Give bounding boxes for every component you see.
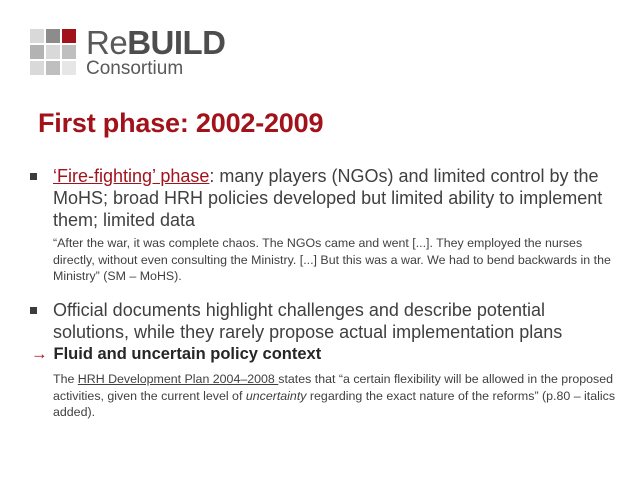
bullet-text bbox=[53, 165, 610, 231]
square-bullet-icon bbox=[30, 173, 37, 180]
logo-wordmark bbox=[86, 26, 226, 79]
logo-square bbox=[62, 45, 76, 59]
logo-text-re: Re bbox=[86, 24, 128, 61]
quote-suffix: regarding the exact nature of the reforms” (p.80 – italics added). bbox=[53, 388, 616, 420]
quote-prefix: The bbox=[53, 372, 78, 386]
logo-text-build: BUILD bbox=[127, 24, 226, 61]
logo-squares-icon bbox=[30, 29, 78, 77]
slide-title: First phase: 2002-2009 bbox=[38, 108, 324, 138]
fire-fighting-phase-link[interactable]: ‘Fire-fighting’ phase bbox=[53, 166, 210, 186]
bullet-text-rest: : many players (NGOs) and limited control by the MoHS; broad HRH policies developed but limited ability to implement them; limited data bbox=[53, 166, 603, 230]
logo-line-rebuild bbox=[86, 26, 226, 60]
bullet-fire-fighting bbox=[30, 165, 610, 231]
quote-italic-uncertainty: uncertainty bbox=[245, 388, 307, 403]
hrh-plan-link[interactable]: HRH Development Plan 2004–2008 bbox=[77, 372, 279, 386]
logo-square bbox=[62, 29, 76, 43]
logo-square bbox=[30, 61, 44, 75]
arrow-right-icon: → bbox=[31, 345, 48, 363]
logo-square bbox=[30, 29, 44, 43]
conclusion-text: Fluid and uncertain policy context bbox=[53, 345, 322, 363]
logo-square bbox=[30, 45, 44, 59]
logo-square bbox=[46, 61, 60, 75]
logo-square bbox=[62, 61, 76, 75]
quote-interview: “After the war, it was complete chaos. The NGOs came and went [...]. They employed the nurses directly, without even consulting the Ministry. [...] But this was a war. We had to bend backwards in the Ministry” (SM – MoHS). bbox=[53, 236, 611, 284]
logo-square bbox=[46, 45, 60, 59]
logo-text-consortium: Consortium bbox=[86, 58, 184, 79]
conclusion-line bbox=[31, 345, 321, 364]
quote-hrh-plan bbox=[53, 371, 618, 421]
bullet-text: Official documents highlight challenges and describe potential solutions, while they rarely propose actual implementation plans bbox=[53, 300, 563, 342]
square-bullet-icon bbox=[30, 307, 37, 314]
rebuild-consortium-logo bbox=[30, 26, 230, 81]
bullet-official-documents bbox=[30, 299, 610, 343]
logo-square bbox=[46, 29, 60, 43]
quote-middle: states that “a certain flexibility will be allowed in the proposed activities, given the current level of bbox=[53, 372, 613, 403]
